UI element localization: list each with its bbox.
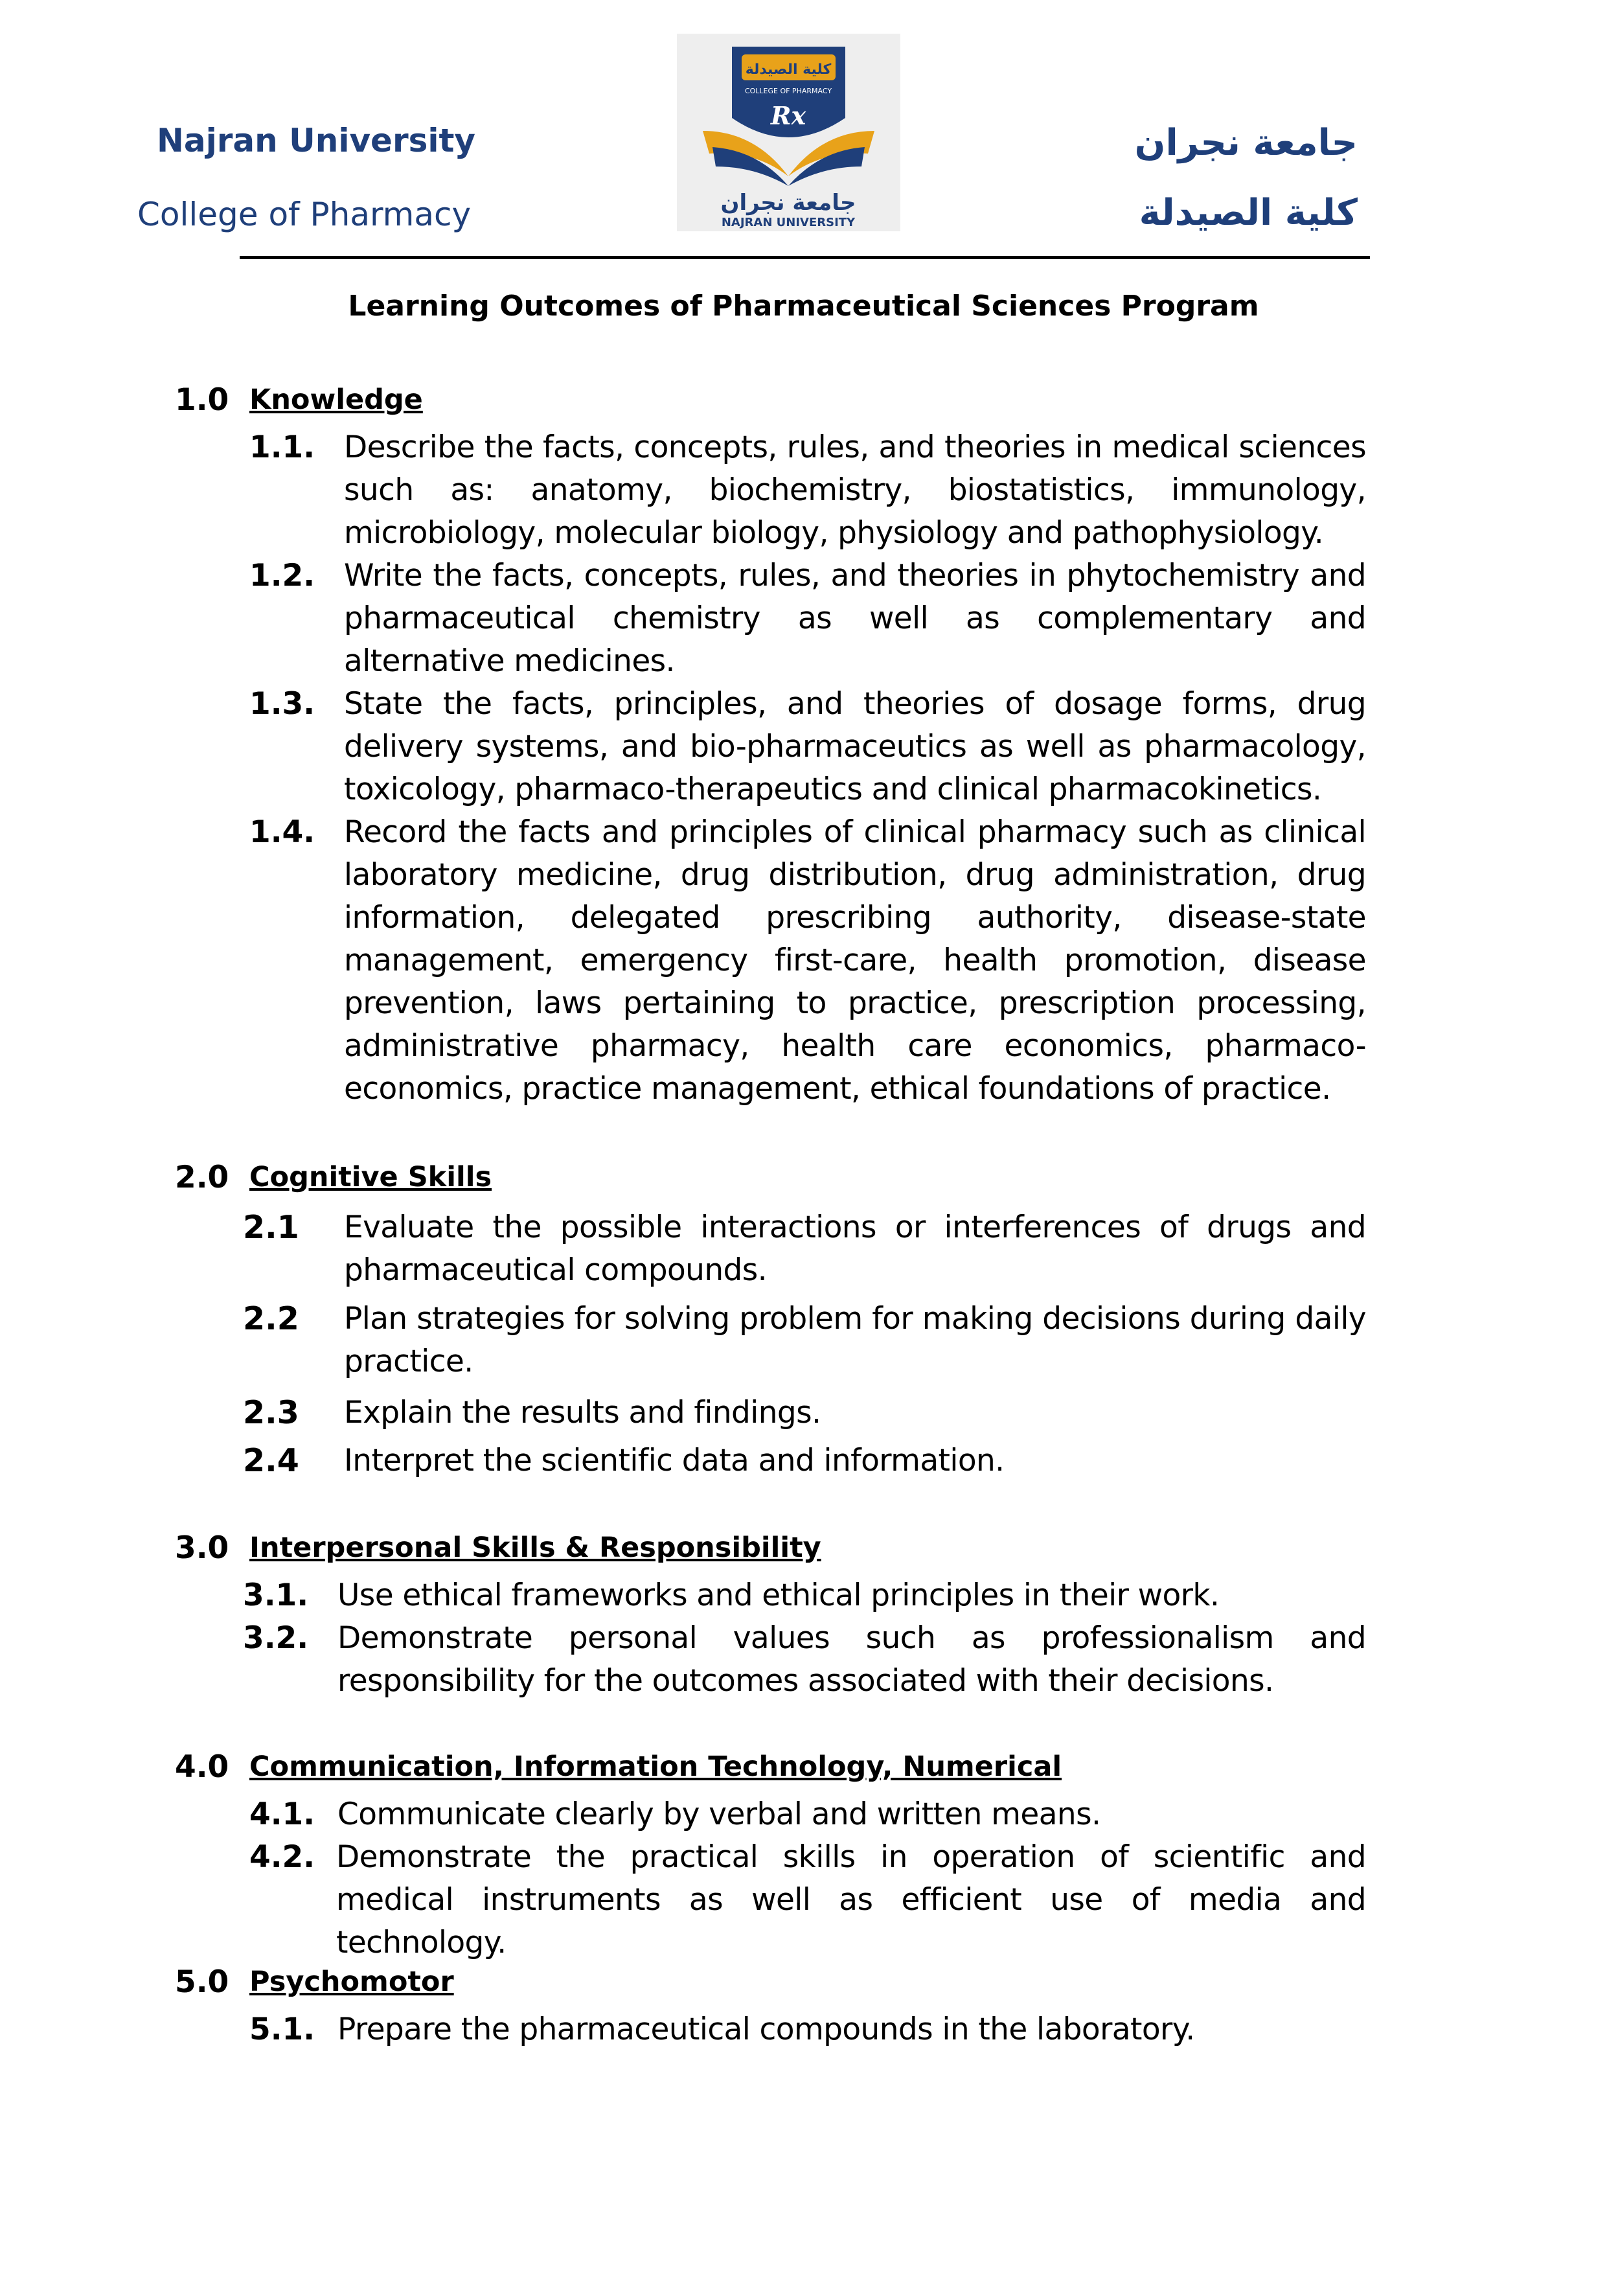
- item-number: 1.3.: [249, 686, 315, 722]
- page-header: [0, 0, 1607, 259]
- university-name-en: Najran University: [157, 122, 476, 159]
- college-name-ar: كلية الصيدلة: [1139, 192, 1358, 234]
- college-name-en: College of Pharmacy: [137, 196, 472, 233]
- item-number: 2.4: [243, 1442, 299, 1479]
- item-text: State the facts, principles, and theories of dosage forms, drug delivery systems, and bio-pharmaceutics as well as pharmacology, toxicology, pharmaco-therapeutics and clinical pharmacokinetics.: [344, 686, 1366, 807]
- item-text: Write the facts, concepts, rules, and theories in phytochemistry and pharmaceutical chemistry as well as complementary and alternative medicines.: [344, 558, 1366, 679]
- section-title: Interpersonal Skills & Responsibility: [249, 1532, 821, 1564]
- item-number: 3.1.: [243, 1578, 309, 1613]
- item-number: 2.3: [243, 1394, 299, 1431]
- item-text: Describe the facts, concepts, rules, and theories in medical sciences such as: anatomy, biochemistry, biostatistics, immunology, microbiology, molecular biology, physiology and pathophysiology.: [344, 430, 1366, 551]
- item-number: 2.2: [243, 1300, 299, 1337]
- item-number: 5.1.: [249, 2012, 315, 2047]
- section-number: 3.0: [175, 1530, 229, 1566]
- section-number: 5.0: [175, 1964, 229, 2000]
- item-text: Demonstrate the practical skills in operation of scientific and medical instruments as well as efficient use of media and technology.: [336, 1839, 1366, 1960]
- logo-bottom-en: NAJRAN UNIVERSITY: [721, 216, 856, 229]
- item-text: Interpret the scientific data and information.: [344, 1443, 1005, 1478]
- item-text: Use ethical frameworks and ethical principles in their work.: [337, 1578, 1220, 1613]
- section-number: 1.0: [175, 382, 229, 418]
- header-divider: [240, 256, 1370, 259]
- item-number: 1.1.: [249, 430, 315, 465]
- item-number: 4.2.: [249, 1839, 315, 1875]
- logo-rx-symbol: Rx: [770, 101, 806, 130]
- item-text: Record the facts and principles of clinical pharmacy such as clinical laboratory medicine, drug distribution, drug administration, drug information, delegated prescribing authority, disease-state management, emergency first-care, health promotion, disease prevention, laws pertaining to practice, prescription processing, administrative pharmacy, health care economics, pharmaco-economics, practice management, ethical foundations of practice.: [344, 814, 1366, 1107]
- section-title: Knowledge: [249, 384, 423, 416]
- college-logo: [677, 34, 900, 231]
- item-text: Explain the results and findings.: [344, 1395, 821, 1430]
- logo-top-en: COLLEGE OF PHARMACY: [744, 87, 832, 95]
- item-text: Plan strategies for solving problem for making decisions during daily practice.: [344, 1301, 1366, 1379]
- section-title: Cognitive Skills: [249, 1161, 492, 1193]
- item-number: 1.4.: [249, 814, 315, 850]
- item-text: Evaluate the possible interactions or interferences of drugs and pharmaceutical compounds.: [344, 1210, 1366, 1288]
- section-number: 4.0: [175, 1749, 229, 1785]
- logo-bottom-ar: جامعة نجران: [720, 190, 856, 216]
- section-title: Communication, Information Technology, Numerical: [249, 1751, 1062, 1783]
- item-number: 1.2.: [249, 558, 315, 593]
- section-title: Psychomotor: [249, 1966, 454, 1998]
- item-text: Communicate clearly by verbal and written means.: [337, 1797, 1101, 1832]
- item-number: 4.1.: [249, 1797, 315, 1832]
- section-number: 2.0: [175, 1160, 229, 1195]
- item-text: Prepare the pharmaceutical compounds in the laboratory.: [337, 2012, 1195, 2047]
- logo-top-ar: كلية الصيدلة: [745, 62, 832, 78]
- document-title: Learning Outcomes of Pharmaceutical Sciences Program: [348, 290, 1259, 323]
- item-number: 3.2.: [243, 1620, 309, 1656]
- university-name-ar: جامعة نجران: [1134, 122, 1358, 164]
- item-text: Demonstrate personal values such as professionalism and responsibility for the outcomes associated with their decisions.: [337, 1620, 1366, 1699]
- item-number: 2.1: [243, 1209, 299, 1246]
